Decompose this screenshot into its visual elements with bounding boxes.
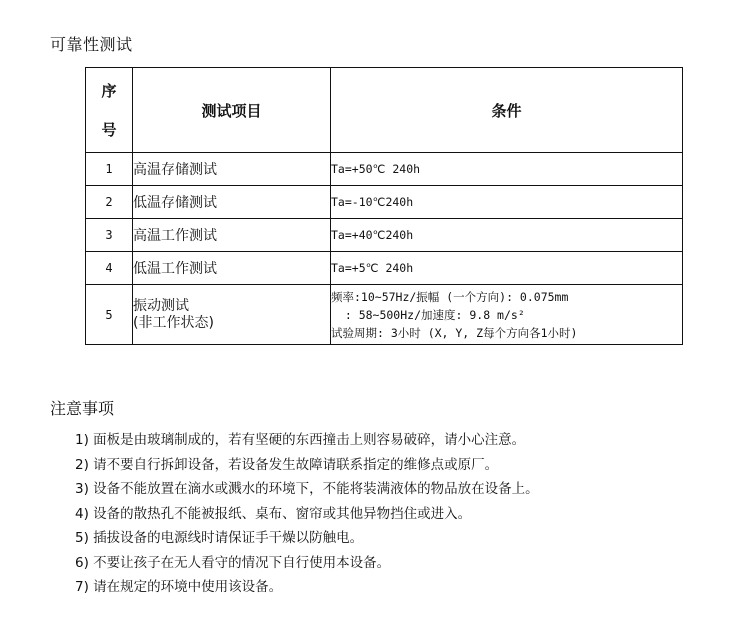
header-no-line2: 号	[101, 121, 117, 139]
row-item	[133, 285, 331, 345]
condition-line3: 试验周期: 3小时 (X, Y, Z每个方向各1小时)	[331, 325, 578, 340]
list-item: 2) 请不要自行拆卸设备，若设备发生故障请联系指定的维修点或原厂。	[75, 456, 499, 473]
notes-list	[75, 430, 539, 602]
row-no: 3	[86, 219, 133, 252]
table-row	[86, 219, 683, 252]
list-item: 4) 设备的散热孔不能被报纸、桌布、窗帘或其他异物挡住或进入。	[75, 505, 472, 522]
row-item: 高温工作测试	[133, 219, 331, 252]
header-no	[86, 68, 133, 153]
row-item-line2: (非工作状态)	[133, 314, 214, 331]
row-no: 1	[86, 153, 133, 186]
header-no-line1: 序	[101, 82, 117, 100]
row-item: 高温存储测试	[133, 153, 331, 186]
reliability-test-table	[85, 67, 683, 345]
table-row	[86, 252, 683, 285]
row-condition: Ta=+50℃ 240h	[331, 153, 683, 186]
table-row	[86, 186, 683, 219]
table-header-row	[86, 68, 683, 153]
list-item: 5) 插拔设备的电源线时请保证手干燥以防触电。	[75, 530, 364, 546]
row-item: 低温存储测试	[133, 186, 331, 219]
header-item: 测试项目	[133, 68, 331, 153]
list-item: 7) 请在规定的环境中使用该设备。	[75, 579, 283, 595]
condition-line1: 频率:10~57Hz/振幅 (一个方向): 0.075mm	[331, 289, 569, 304]
list-item: 3) 设备不能放置在滴水或溅水的环境下，不能将装满液体的物品放在设备上。	[75, 481, 539, 497]
row-item-line1: 振动测试	[133, 297, 189, 314]
condition-line2: : 58~500Hz/加速度: 9.8 m/s²	[331, 307, 525, 322]
table-row	[86, 285, 683, 345]
header-condition: 条件	[331, 68, 683, 153]
row-condition: Ta=+40℃240h	[331, 219, 683, 252]
row-condition: Ta=-10℃240h	[331, 186, 683, 219]
table-row	[86, 153, 683, 186]
row-item: 低温工作测试	[133, 252, 331, 285]
row-condition: Ta=+5℃ 240h	[331, 252, 683, 285]
page-title: 可靠性测试	[50, 35, 133, 54]
list-item: 6) 不要让孩子在无人看守的情况下自行使用本设备。	[75, 554, 391, 571]
list-item: 1) 面板是由玻璃制成的，若有坚硬的东西撞击上则容易破碎，请小心注意。	[75, 432, 526, 448]
row-no: 4	[86, 252, 133, 285]
notes-title: 注意事项	[50, 399, 115, 418]
row-no: 5	[86, 285, 133, 345]
row-condition	[331, 285, 683, 345]
row-no: 2	[86, 186, 133, 219]
